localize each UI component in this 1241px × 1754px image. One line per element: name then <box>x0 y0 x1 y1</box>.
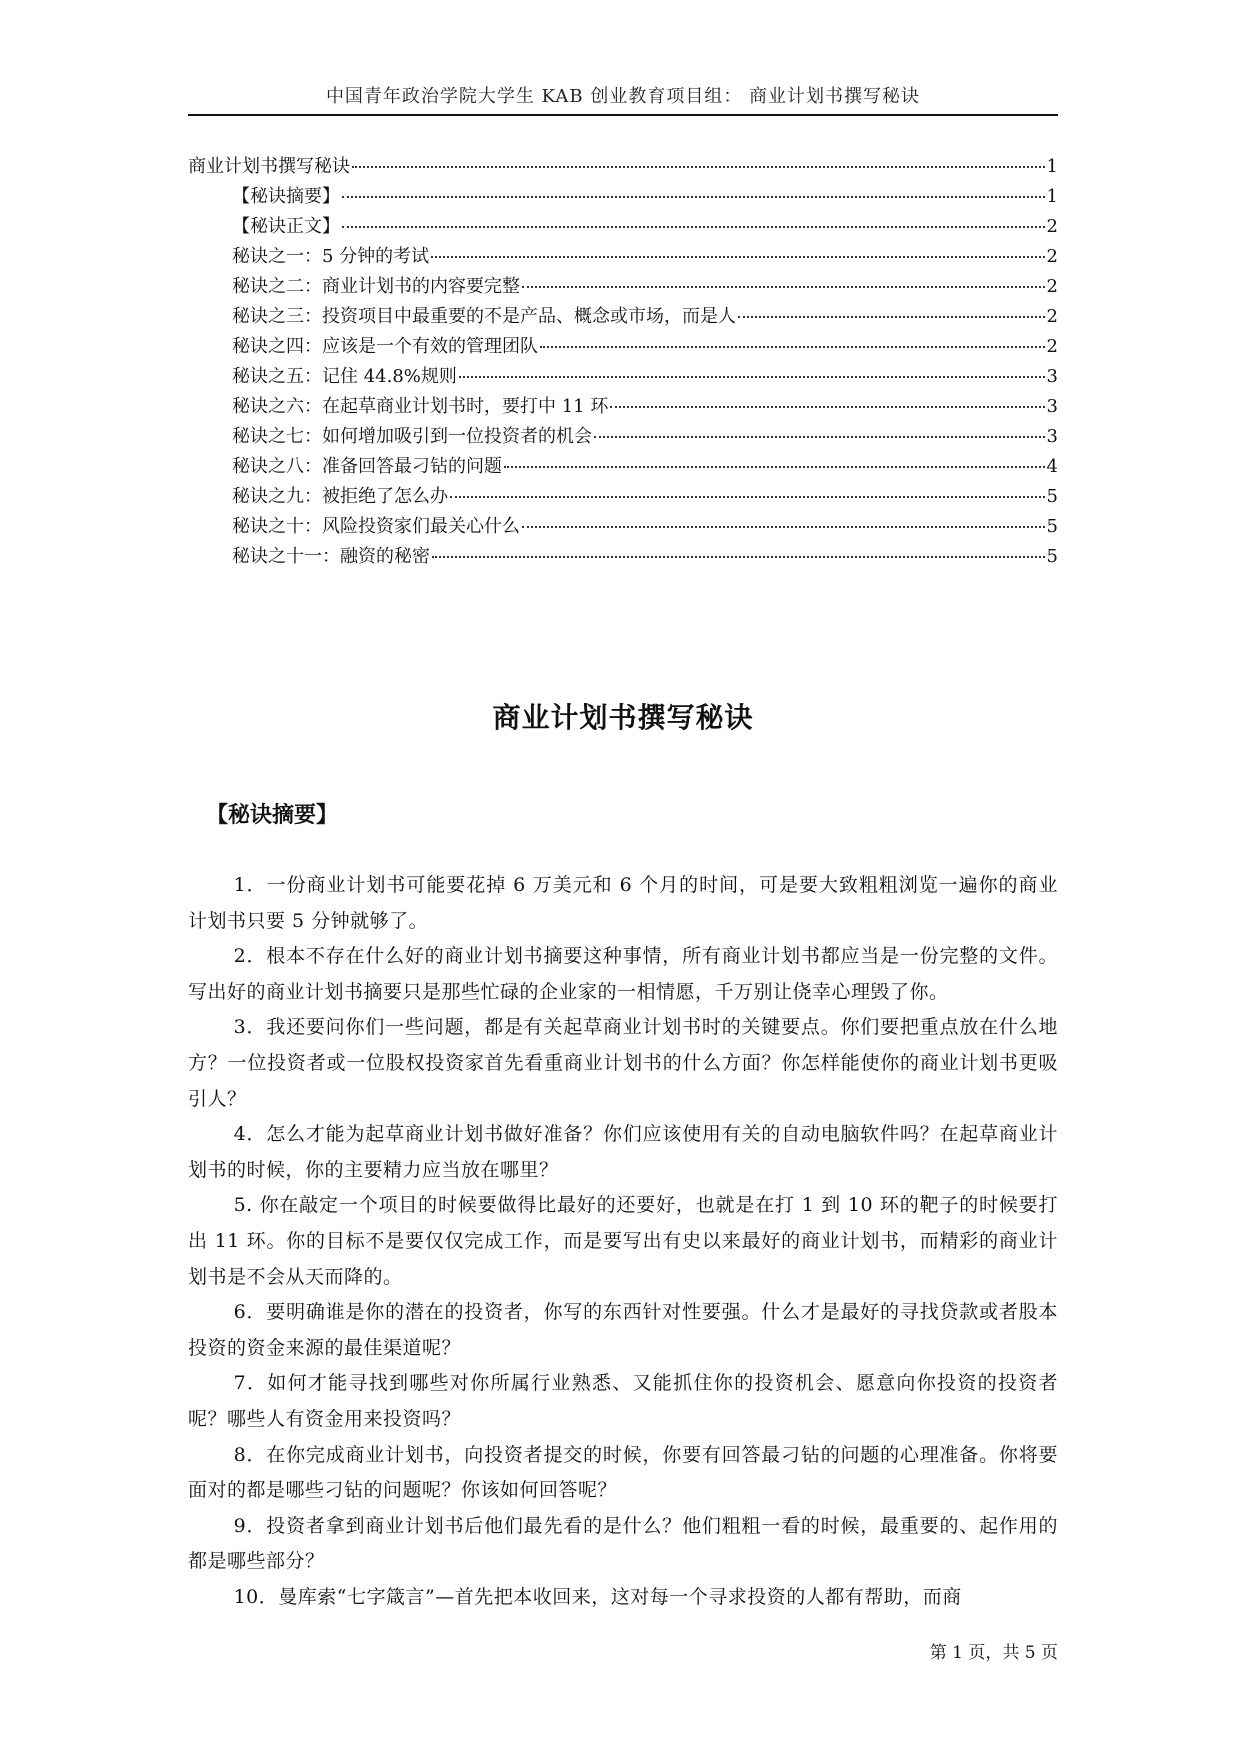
body-paragraph: 2．根本不存在什么好的商业计划书摘要这种事情，所有商业计划书都应当是一份完整的文件。写出好的商业计划书摘要只是那些忙碌的企业家的一相情愿，千万别让侥幸心理毁了你。 <box>188 945 1058 1003</box>
toc-entry[interactable] <box>188 182 1058 212</box>
toc-entry-text: 商业计划书撰写秘诀 <box>188 156 350 177</box>
toc-page-number: 2 <box>1046 336 1058 357</box>
toc-leader-dots <box>450 496 1045 498</box>
toc-page-number: 4 <box>1046 456 1058 477</box>
toc-leader-dots <box>610 406 1044 408</box>
toc-entry[interactable] <box>188 392 1058 422</box>
toc-entry-text: 秘诀之二：商业计划书的内容要完整 <box>232 276 520 297</box>
toc-leader-dots <box>431 256 1044 258</box>
toc-entry[interactable] <box>188 332 1058 362</box>
body-paragraph: 10．曼库索“七字箴言”—首先把本收回来，这对每一个寻求投资的人都有帮助，而商 <box>233 1585 962 1608</box>
toc-entry[interactable] <box>188 302 1058 332</box>
body-paragraph: 5. 你在敲定一个项目的时候要做得比最好的还要好，也就是在打 1 到 10 环的靶子的时候要打出 11 环。你的目标不是要仅仅完成工作，而是要写出有史以来最好的商业计划书，而精彩的商业计划书是不会从天而降的。 <box>188 1194 1058 1288</box>
body-text <box>188 868 1058 1615</box>
toc-entry-text: 秘诀之四：应该是一个有效的管理团队 <box>232 336 538 357</box>
toc-entry-text: 【秘诀摘要】 <box>232 186 340 207</box>
body-paragraph: 6．要明确谁是你的潜在的投资者，你写的东西针对性要强。什么才是最好的寻找贷款或者股本投资的资金来源的最佳渠道呢？ <box>188 1301 1058 1359</box>
toc-leader-dots <box>522 286 1045 288</box>
toc-entry-text: 【秘诀正文】 <box>232 216 340 237</box>
body-paragraph: 8．在你完成商业计划书，向投资者提交的时候，你要有回答最刁钻的问题的心理准备。你将要面对的都是哪些刁钻的问题呢？你该如何回答呢？ <box>188 1443 1058 1502</box>
toc-entry-text: 秘诀之八：准备回答最刁钻的问题 <box>232 456 502 477</box>
toc-entry-text: 秘诀之九：被拒绝了怎么办 <box>232 486 448 507</box>
body-paragraph: 7．如何才能寻找到哪些对你所属行业熟悉、又能抓住你的投资机会、愿意向你投资的投资者呢？哪些人有资金用来投资吗？ <box>188 1372 1058 1430</box>
toc-entry[interactable] <box>188 542 1058 572</box>
toc-entry[interactable] <box>188 362 1058 392</box>
toc-leader-dots <box>432 556 1045 558</box>
toc-entry[interactable] <box>188 422 1058 452</box>
body-paragraph: 1．一份商业计划书可能要花掉 6 万美元和 6 个月的时间，可是要大致粗粗浏览一遍你的商业计划书只要 5 分钟就够了。 <box>188 874 1058 932</box>
toc-entry-text: 秘诀之六：在起草商业计划书时，要打中 11 环 <box>232 396 609 417</box>
toc-entry[interactable] <box>188 482 1058 512</box>
toc-entry[interactable] <box>188 512 1058 542</box>
toc-page-number: 3 <box>1046 426 1058 447</box>
toc-entry-text: 秘诀之一：5 分钟的考试 <box>232 246 430 267</box>
toc-page-number: 3 <box>1046 366 1058 387</box>
toc-page-number: 1 <box>1046 156 1058 177</box>
toc-leader-dots <box>352 166 1045 168</box>
toc-page-number: 3 <box>1046 396 1058 417</box>
toc-leader-dots <box>342 196 1045 198</box>
body-paragraph: 4．怎么才能为起草商业计划书做好准备？你们应该使用有关的自动电脑软件吗？在起草商业计划书的时候，你的主要精力应当放在哪里？ <box>188 1123 1058 1181</box>
toc-leader-dots <box>594 436 1045 438</box>
toc-page-number: 1 <box>1046 186 1058 207</box>
body-paragraph: 3．我还要问你们一些问题，都是有关起草商业计划书时的关键要点。你们要把重点放在什么地方？一位投资者或一位股权投资家首先看重商业计划书的什么方面？你怎样能使你的商业计划书更吸引人？ <box>188 1016 1058 1110</box>
toc-entry-text: 秘诀之十：风险投资家们最关心什么 <box>232 516 520 537</box>
toc-entry[interactable] <box>188 152 1058 182</box>
toc-page-number: 5 <box>1046 546 1058 567</box>
toc-leader-dots <box>459 376 1045 378</box>
toc-leader-dots <box>342 226 1045 228</box>
toc-page-number: 2 <box>1046 276 1058 297</box>
section-heading: 【秘诀摘要】 <box>206 802 339 828</box>
toc-leader-dots <box>540 346 1045 348</box>
toc-leader-dots <box>522 526 1045 528</box>
toc-leader-dots <box>504 466 1045 468</box>
toc-entry-text: 秘诀之五：记住 44.8%规则 <box>232 366 457 387</box>
table-of-contents <box>188 152 1058 572</box>
toc-entry[interactable] <box>188 272 1058 302</box>
page-header: 中国青年政治学院大学生 KAB 创业教育项目组： 商业计划书撰写秘诀 <box>325 86 921 107</box>
toc-entry-text: 秘诀之十一：融资的秘密 <box>232 546 430 567</box>
body-paragraph: 9．投资者拿到商业计划书后他们最先看的是什么？他们粗粗一看的时候，最重要的、起作用的都是哪些部分？ <box>188 1514 1058 1573</box>
toc-page-number: 2 <box>1046 306 1058 327</box>
toc-entry-text: 秘诀之七：如何增加吸引到一位投资者的机会 <box>232 426 592 447</box>
toc-entry[interactable] <box>188 212 1058 242</box>
toc-entry[interactable] <box>188 452 1058 482</box>
page-footer: 第 1 页，共 5 页 <box>929 1643 1058 1663</box>
toc-entry-text: 秘诀之三：投资项目中最重要的不是产品、概念或市场，而是人 <box>232 306 736 327</box>
toc-page-number: 5 <box>1046 516 1058 537</box>
toc-page-number: 2 <box>1046 216 1058 237</box>
toc-page-number: 2 <box>1046 246 1058 267</box>
document-title: 商业计划书撰写秘诀 <box>492 701 754 734</box>
header-rule <box>188 114 1058 116</box>
toc-page-number: 5 <box>1046 486 1058 507</box>
toc-entry[interactable] <box>188 242 1058 272</box>
toc-leader-dots <box>738 316 1045 318</box>
